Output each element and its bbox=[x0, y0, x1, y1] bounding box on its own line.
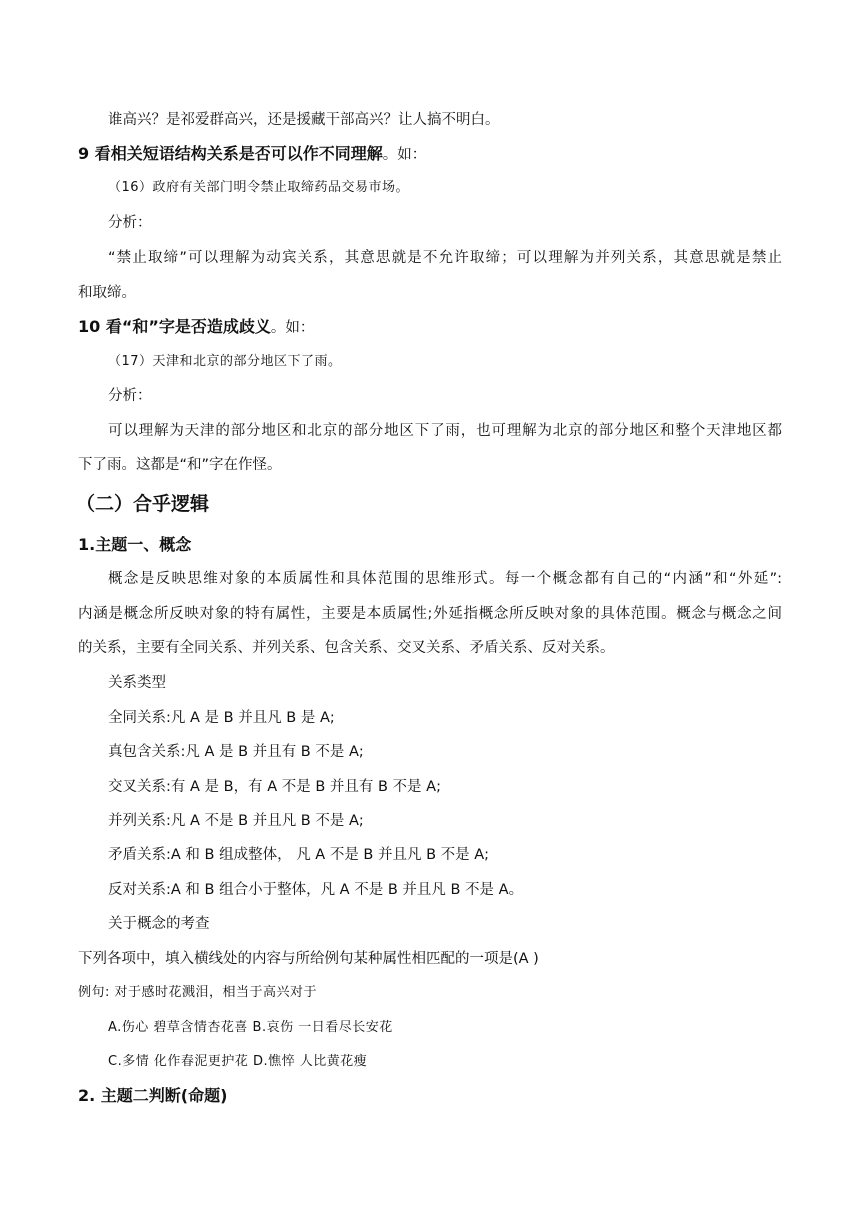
relation-item: 交叉关系:有 A 是 B，有 A 不是 B 并且有 B 不是 A; bbox=[108, 779, 441, 795]
heading-bold-text: 10 看“和”字是否造成歧义 bbox=[78, 317, 271, 336]
subsection-title: 1.主题一、概念 bbox=[78, 535, 192, 554]
concept-exam-label: 关于概念的考查 bbox=[108, 916, 210, 932]
relation-item: 全同关系:凡 A 是 B 并且凡 B 是 A; bbox=[108, 710, 335, 726]
relation-item: 反对关系:A 和 B 组合小于整体，凡 A 不是 B 并且凡 B 不是 A。 bbox=[108, 882, 524, 898]
example-sentence-16: （16）政府有关部门明令禁止取缔药品交易市场。 bbox=[108, 180, 410, 195]
subsection-title: 2. 主题二判断(命题) bbox=[78, 1086, 228, 1105]
paragraph-line: 可以理解为天津的部分地区和北京的部分地区下了雨，也可理解为北京的部分地区和整个天津地区都 bbox=[108, 423, 782, 439]
paragraph-line: 的关系，主要有全同关系、并列关系、包含关系、交叉关系、矛盾关系、反对关系。 bbox=[78, 640, 615, 656]
answer-options-line: A.伤心 碧草含情杏花喜 B.哀伤 一日看尽长安花 bbox=[108, 1020, 393, 1035]
analysis-label: 分析： bbox=[108, 388, 152, 404]
paragraph-line: 内涵是概念所反映对象的特有属性，主要是本质属性;外延指概念所反映对象的具体范围。概念与概念之间 bbox=[78, 606, 782, 622]
answer-options-line: C.多情 化作春泥更护花 D.憔悴 人比黄花瘦 bbox=[108, 1054, 368, 1069]
question-example: 例句: 对于感时花溅泪，相当于高兴对于 bbox=[78, 985, 318, 1000]
relation-types-label: 关系类型 bbox=[108, 675, 166, 691]
heading-suffix: 。如： bbox=[382, 147, 427, 163]
paragraph-line: 概念是反映思维对象的本质属性和具体范围的思维形式。每一个概念都有自己的“内涵”和“外延”: bbox=[108, 571, 782, 587]
paragraph-line: 和取缔。 bbox=[78, 285, 136, 301]
paragraph-line: 下了雨。这都是“和”字在作怪。 bbox=[78, 457, 282, 473]
analysis-label: 分析： bbox=[108, 215, 152, 231]
paragraph-line: 谁高兴？是祁爱群高兴，还是援藏干部高兴？让人搞不明白。 bbox=[108, 112, 500, 128]
relation-item: 并列关系:凡 A 不是 B 并且凡 B 不是 A; bbox=[108, 813, 364, 829]
relation-item: 矛盾关系:A 和 B 组成整体， 凡 A 不是 B 并且凡 B 不是 A; bbox=[108, 847, 490, 863]
example-sentence-17: （17）天津和北京的部分地区下了雨。 bbox=[108, 354, 342, 369]
heading-suffix: 。如： bbox=[270, 320, 315, 336]
section-heading-9 bbox=[78, 144, 426, 165]
heading-bold-text: 9 看相关短语结构关系是否可以作不同理解 bbox=[78, 144, 383, 163]
relation-item: 真包含关系:凡 A 是 B 并且有 B 不是 A; bbox=[108, 744, 364, 760]
section-title: （二）合乎逻辑 bbox=[76, 493, 210, 515]
paragraph-line: “禁止取缔”可以理解为动宾关系，其意思就是不允许取缔；可以理解为并列关系，其意思就是禁止 bbox=[108, 250, 782, 266]
section-heading-10 bbox=[78, 317, 314, 338]
question-stem: 下列各项中，填入横线处的内容与所给例句某种属性相匹配的一项是(A ) bbox=[78, 951, 539, 967]
